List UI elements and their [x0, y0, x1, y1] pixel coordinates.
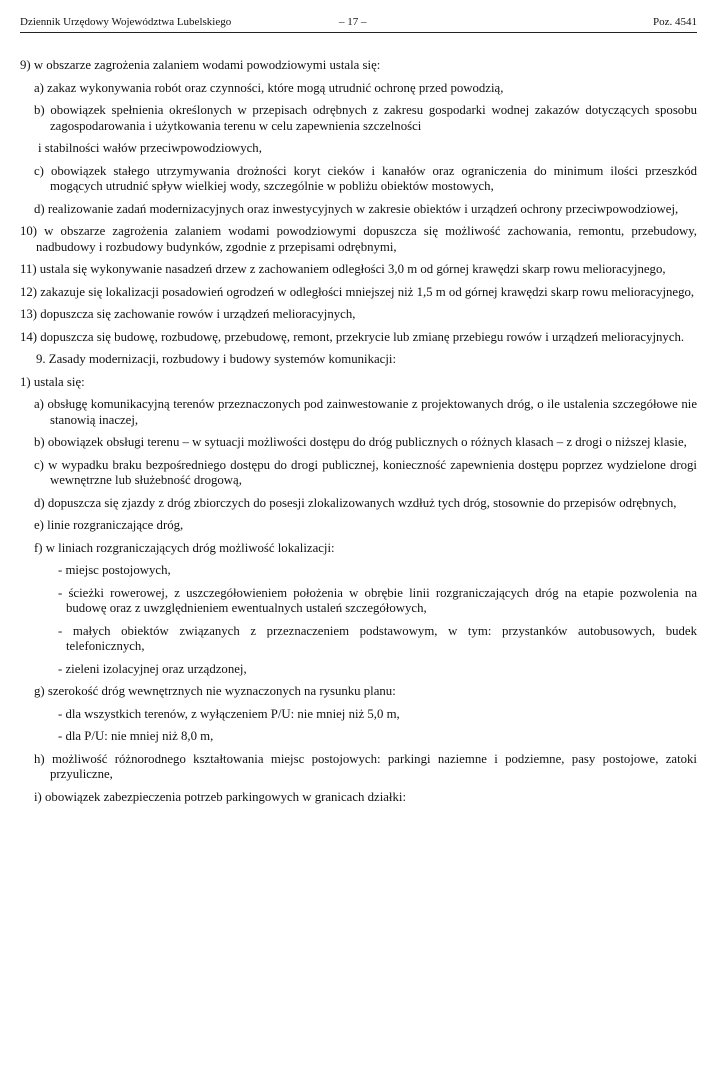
paragraph: 12) zakazuje się lokalizacji posadowień ogrodzeń w odległości mniejszej niż 1,5 m od górnej krawędzi skarp rowu melioracyjnego, — [20, 284, 695, 299]
paragraph: 1) ustala się: — [20, 374, 85, 389]
document-body — [20, 58, 697, 812]
page-header — [20, 12, 697, 33]
paragraph: a) zakaz wykonywania robót oraz czynności, które mogą utrudnić ochronę przed powodzią, — [34, 80, 504, 95]
paragraph: c) obowiązek stałego utrzymywania drożności koryt cieków i kanałów oraz ograniczenia do minimum ilości przeszkód mogących utrudnić spływ wielkiej wody, szczególnie w pobliżu obiektów mostowych, — [34, 163, 697, 193]
paragraph: 9. Zasady modernizacji, rozbudowy i budowy systemów komunikacji: — [36, 352, 397, 366]
paragraph: d) dopuszcza się zjazdy z dróg zbiorczych do posesji zlokalizowanych wzdłuż tych dróg, stosownie do przepisów odrębnych, — [34, 495, 677, 510]
paragraph: 9) w obszarze zagrożenia zalaniem wodami powodziowymi ustala się: — [20, 58, 381, 72]
paragraph: b) obowiązek spełnienia określonych w przepisach odrębnych z zakresu gospodarki wodnej zakazów dotyczących sposobu zagospodarowania i użytkowania terenu w celu zapewnienia szczelności — [34, 103, 697, 133]
paragraph: b) obowiązek obsługi terenu – w sytuacji możliwości dostępu do dróg publicznych o różnych klasach – z drogi o niższej klasie, — [34, 435, 687, 449]
journal-title: Dziennik Urzędowy Województwa Lubelskiego — [20, 16, 232, 28]
paragraph: - miejsc postojowych, — [58, 563, 171, 577]
paragraph: e) linie rozgraniczające dróg, — [34, 518, 184, 532]
paragraph: - małych obiektów związanych z przeznaczeniem podstawowym, w tym: przystanków autobusowych, budek telefonicznych, — [58, 623, 697, 653]
paragraph: a) obsługę komunikacyjną terenów przeznaczonych pod zainwestowanie z projektowanych dróg, o ile ustalenia szczegółowe nie stanowią inaczej, — [34, 397, 697, 427]
paragraph: 11) ustala się wykonywanie nasadzeń drzew z zachowaniem odległości 3,0 m od górnej krawędzi skarp rowu melioracyjnego, — [20, 262, 666, 276]
paragraph: c) w wypadku braku bezpośredniego dostępu do drogi publicznej, konieczność zapewnienia dostępu poprzez wydzielone drogi wewnętrzne lub służebność drogową, — [34, 457, 697, 487]
paragraph: f) w liniach rozgraniczających dróg możliwość lokalizacji: — [34, 540, 335, 555]
page-number: – 17 – — [339, 16, 367, 28]
paragraph: d) realizowanie zadań modernizacyjnych oraz inwestycyjnych w zakresie obiektów i urządzeń ochrony przeciwpowodziowej, — [34, 201, 679, 216]
paragraph: i) obowiązek zabezpieczenia potrzeb parkingowych w granicach działki: — [34, 789, 406, 804]
paragraph: 13) dopuszcza się zachowanie rowów i urządzeń melioracyjnych, — [20, 307, 356, 321]
paragraph: - dla P/U: nie mniej niż 8,0 m, — [58, 729, 214, 743]
paragraph: - zieleni izolacyjnej oraz urządzonej, — [58, 661, 247, 676]
paragraph: h) możliwość różnorodnego kształtowania miejsc postojowych: parkingi naziemne i podziemne, pasy postojowe, zatoki przyuliczne, — [34, 751, 697, 781]
paragraph: i stabilności wałów przeciwpowodziowych, — [38, 141, 262, 155]
paragraph: - ścieżki rowerowej, z uszczegółowieniem położenia w obrębie linii rozgraniczających dróg na etapie pozwolenia na budowę oraz z uwzględnieniem ewentualnych ustaleń szczegółowych, — [58, 585, 697, 615]
paragraph: g) szerokość dróg wewnętrznych nie wyznaczonych na rysunku planu: — [34, 684, 396, 698]
paragraph: 14) dopuszcza się budowę, rozbudowę, przebudowę, remont, przekrycie lub zmianę przebiegu rowów i urządzeń melioracyjnych. — [20, 329, 685, 344]
position-number: Poz. 4541 — [653, 16, 697, 28]
paragraph: - dla wszystkich terenów, z wyłączeniem P/U: nie mniej niż 5,0 m, — [58, 706, 400, 721]
paragraph: 10) w obszarze zagrożenia zalaniem wodami powodziowymi dopuszcza się możliwość zachowania, remontu, przebudowy, nadbudowy i rozbudowy budynków, zgodnie z przepisami odrębnymi, — [20, 224, 697, 254]
